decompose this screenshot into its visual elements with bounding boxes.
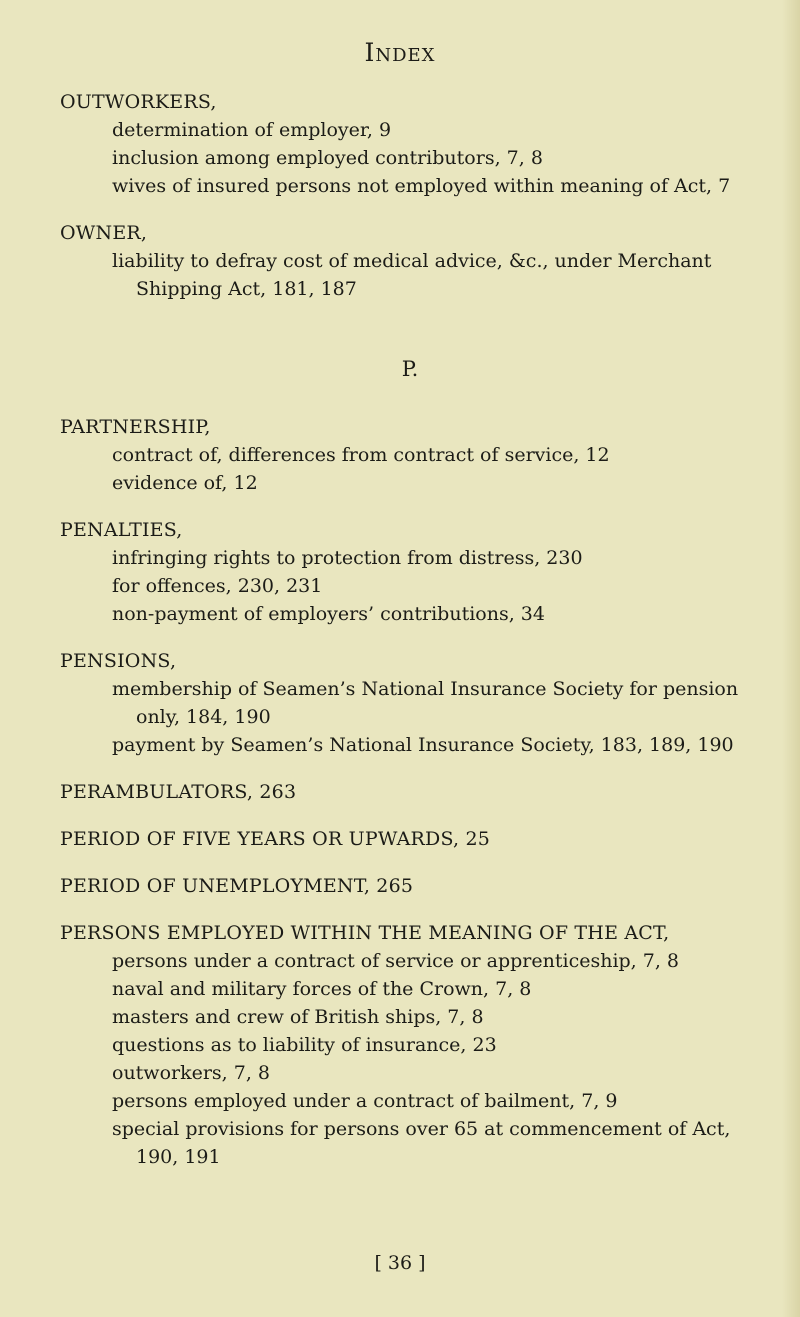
entry-heading: OWNER, xyxy=(60,222,148,244)
section-letter: P. xyxy=(401,357,419,381)
index-entry xyxy=(60,778,760,806)
entry-subheading: special provisions for persons over 65 at commencement of Act, 190, 191 xyxy=(112,1118,731,1168)
page-edge xyxy=(782,0,800,1317)
entry-subheading: masters and crew of British ships, 7, 8 xyxy=(112,1006,484,1028)
entry-subheading: persons employed under a contract of bailment, 7, 9 xyxy=(112,1090,618,1112)
entry-heading: PENSIONS, xyxy=(60,650,177,672)
index-entry xyxy=(60,919,760,1171)
index-entry xyxy=(60,647,760,759)
entry-subheading: questions as to liability of insurance, 23 xyxy=(112,1034,497,1056)
entry-subheading: wives of insured persons not employed within meaning of Act, 7 xyxy=(112,175,731,197)
index-entry xyxy=(60,413,760,497)
entry-subheading: contract of, differences from contract of service, 12 xyxy=(112,444,610,466)
entry-subheading: membership of Seamen’s National Insurance Society for pension only, 184, 190 xyxy=(112,678,739,728)
entry-subheading: non-payment of employers’ contributions, 34 xyxy=(112,603,545,625)
index-entry xyxy=(60,872,760,900)
entry-subheading: for offences, 230, 231 xyxy=(112,575,323,597)
entry-subheading: infringing rights to protection from distress, 230 xyxy=(112,547,583,569)
entries-before xyxy=(60,88,760,303)
entry-subheading: payment by Seamen’s National Insurance Society, 183, 189, 190 xyxy=(112,734,734,756)
index-content xyxy=(60,88,760,1190)
entry-subheading: determination of employer, 9 xyxy=(112,119,392,141)
entry-heading: PERIOD OF UNEMPLOYMENT, 265 xyxy=(60,875,414,897)
page-title: Index xyxy=(364,38,436,67)
entry-subheading: liability to defray cost of medical advice, &c., under Merchant Shipping Act, 181, 187 xyxy=(112,250,712,300)
entry-subheading: outworkers, 7, 8 xyxy=(112,1062,271,1084)
entry-subheading: naval and military forces of the Crown, 7, 8 xyxy=(112,978,532,1000)
entries-after xyxy=(60,413,760,1171)
entry-subheading: persons under a contract of service or apprenticeship, 7, 8 xyxy=(112,950,680,972)
entry-heading: PERIOD OF FIVE YEARS OR UPWARDS, 25 xyxy=(60,828,491,850)
entry-subheading: evidence of, 12 xyxy=(112,472,258,494)
entry-heading: PERAMBULATORS, 263 xyxy=(60,781,297,803)
index-entry xyxy=(60,88,760,200)
index-entry xyxy=(60,516,760,628)
index-entry xyxy=(60,825,760,853)
entry-heading: OUTWORKERS, xyxy=(60,91,217,113)
entry-subheading: inclusion among employed contributors, 7, 8 xyxy=(112,147,543,169)
entry-heading: PARTNERSHIP, xyxy=(60,416,211,438)
index-entry xyxy=(60,219,760,303)
entry-heading: PENALTIES, xyxy=(60,519,183,541)
page-number: [ 36 ] xyxy=(374,1252,426,1274)
entry-heading: PERSONS EMPLOYED WITHIN THE MEANING OF THE ACT, xyxy=(60,922,670,944)
